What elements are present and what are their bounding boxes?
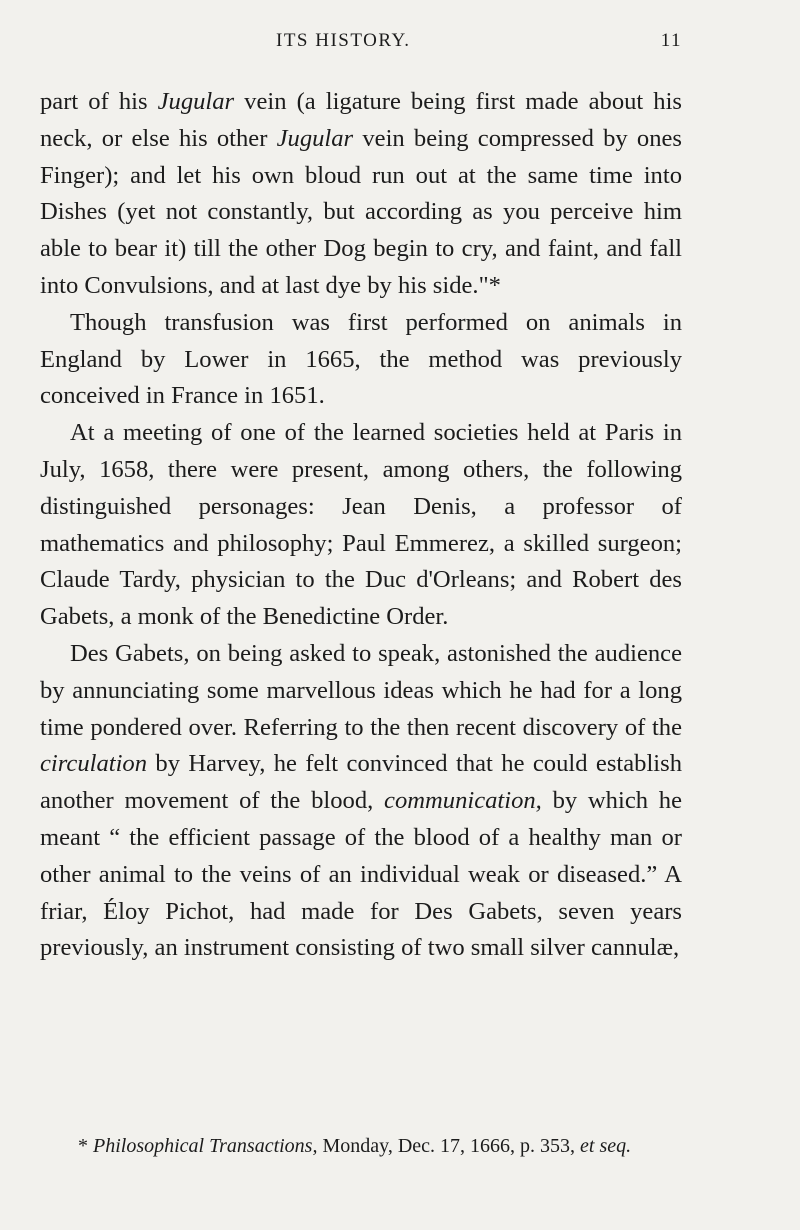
paragraph-segment-text: by Harvey, he felt convinced that he could establish another movement of the blood,	[40, 750, 682, 815]
paragraph-segment-text: vein being compressed by ones Finger); and let his own bloud run out at the same time into Dishes (yet not constantly, but according as you perceive him able to bear it) till the other Dog begin to cry, and faint, and fall into Convulsions, and at last dye by his side."*	[40, 124, 682, 299]
paragraph-segment-text: part of his	[40, 88, 158, 115]
footnote-segment-italic-text: Philosophical Transactions,	[93, 1135, 318, 1157]
paragraph-segment-italic-text: Jugular	[276, 124, 354, 152]
paragraph-segment-italic-text: Jugular	[157, 88, 235, 115]
footnote-text	[40, 1130, 682, 1162]
paragraph-segment-text: by which he meant “ the efficient passage of the blood of a healthy man or other animal to the veins of an individual weak or diseased.” A friar, Éloy Pichot, had made for Des Gabets, seven years previously, an instrument consisting of two small silver cannulæ,	[40, 787, 682, 962]
footnote-segment-text: *	[78, 1135, 93, 1157]
paragraph-segment-text: Though transfusion was first performed on animals in England by Lower in 1665, the method was previously conceived in France in 1651.	[40, 308, 682, 410]
running-title: ITS HISTORY.	[276, 30, 411, 51]
paragraph-segment-text: vein (a ligature being first made about his neck, or else his other	[40, 88, 683, 152]
paragraph-segment-text: At a meeting of one of the learned societies held at Paris in July, 1658, there were present, among others, the following distinguished personages: Jean Denis, a professor of mathematics and philosophy; Paul Emmerez, a skilled surgeon; Claude Tardy, physician to the Duc d'Orleans; and Robert des Gabets, a monk of the Benedictine Order.	[40, 419, 682, 631]
page-number: 11	[660, 30, 682, 51]
paragraph-des-gabets	[40, 636, 682, 967]
running-head	[40, 30, 682, 52]
paragraph-paris-meeting	[40, 415, 682, 636]
paragraph-transfusion-quote	[40, 84, 682, 305]
footnote-segment-italic-text: et seq.	[580, 1135, 632, 1157]
paragraph-segment-italic-text: communication,	[384, 787, 542, 815]
footnote-segment-text: Monday, Dec. 17, 1666, p. 353,	[317, 1135, 581, 1157]
paragraph-segment-italic-text: circulation	[40, 750, 148, 778]
paragraph-lower-1665	[40, 305, 682, 415]
body-text	[40, 84, 682, 967]
footnote	[40, 1130, 682, 1162]
paragraph-segment-text: Des Gabets, on being asked to speak, astonished the audience by annunciating some marvellous ideas which he had for a long time pondered over. Referring to the then recent discovery of the	[40, 639, 682, 741]
